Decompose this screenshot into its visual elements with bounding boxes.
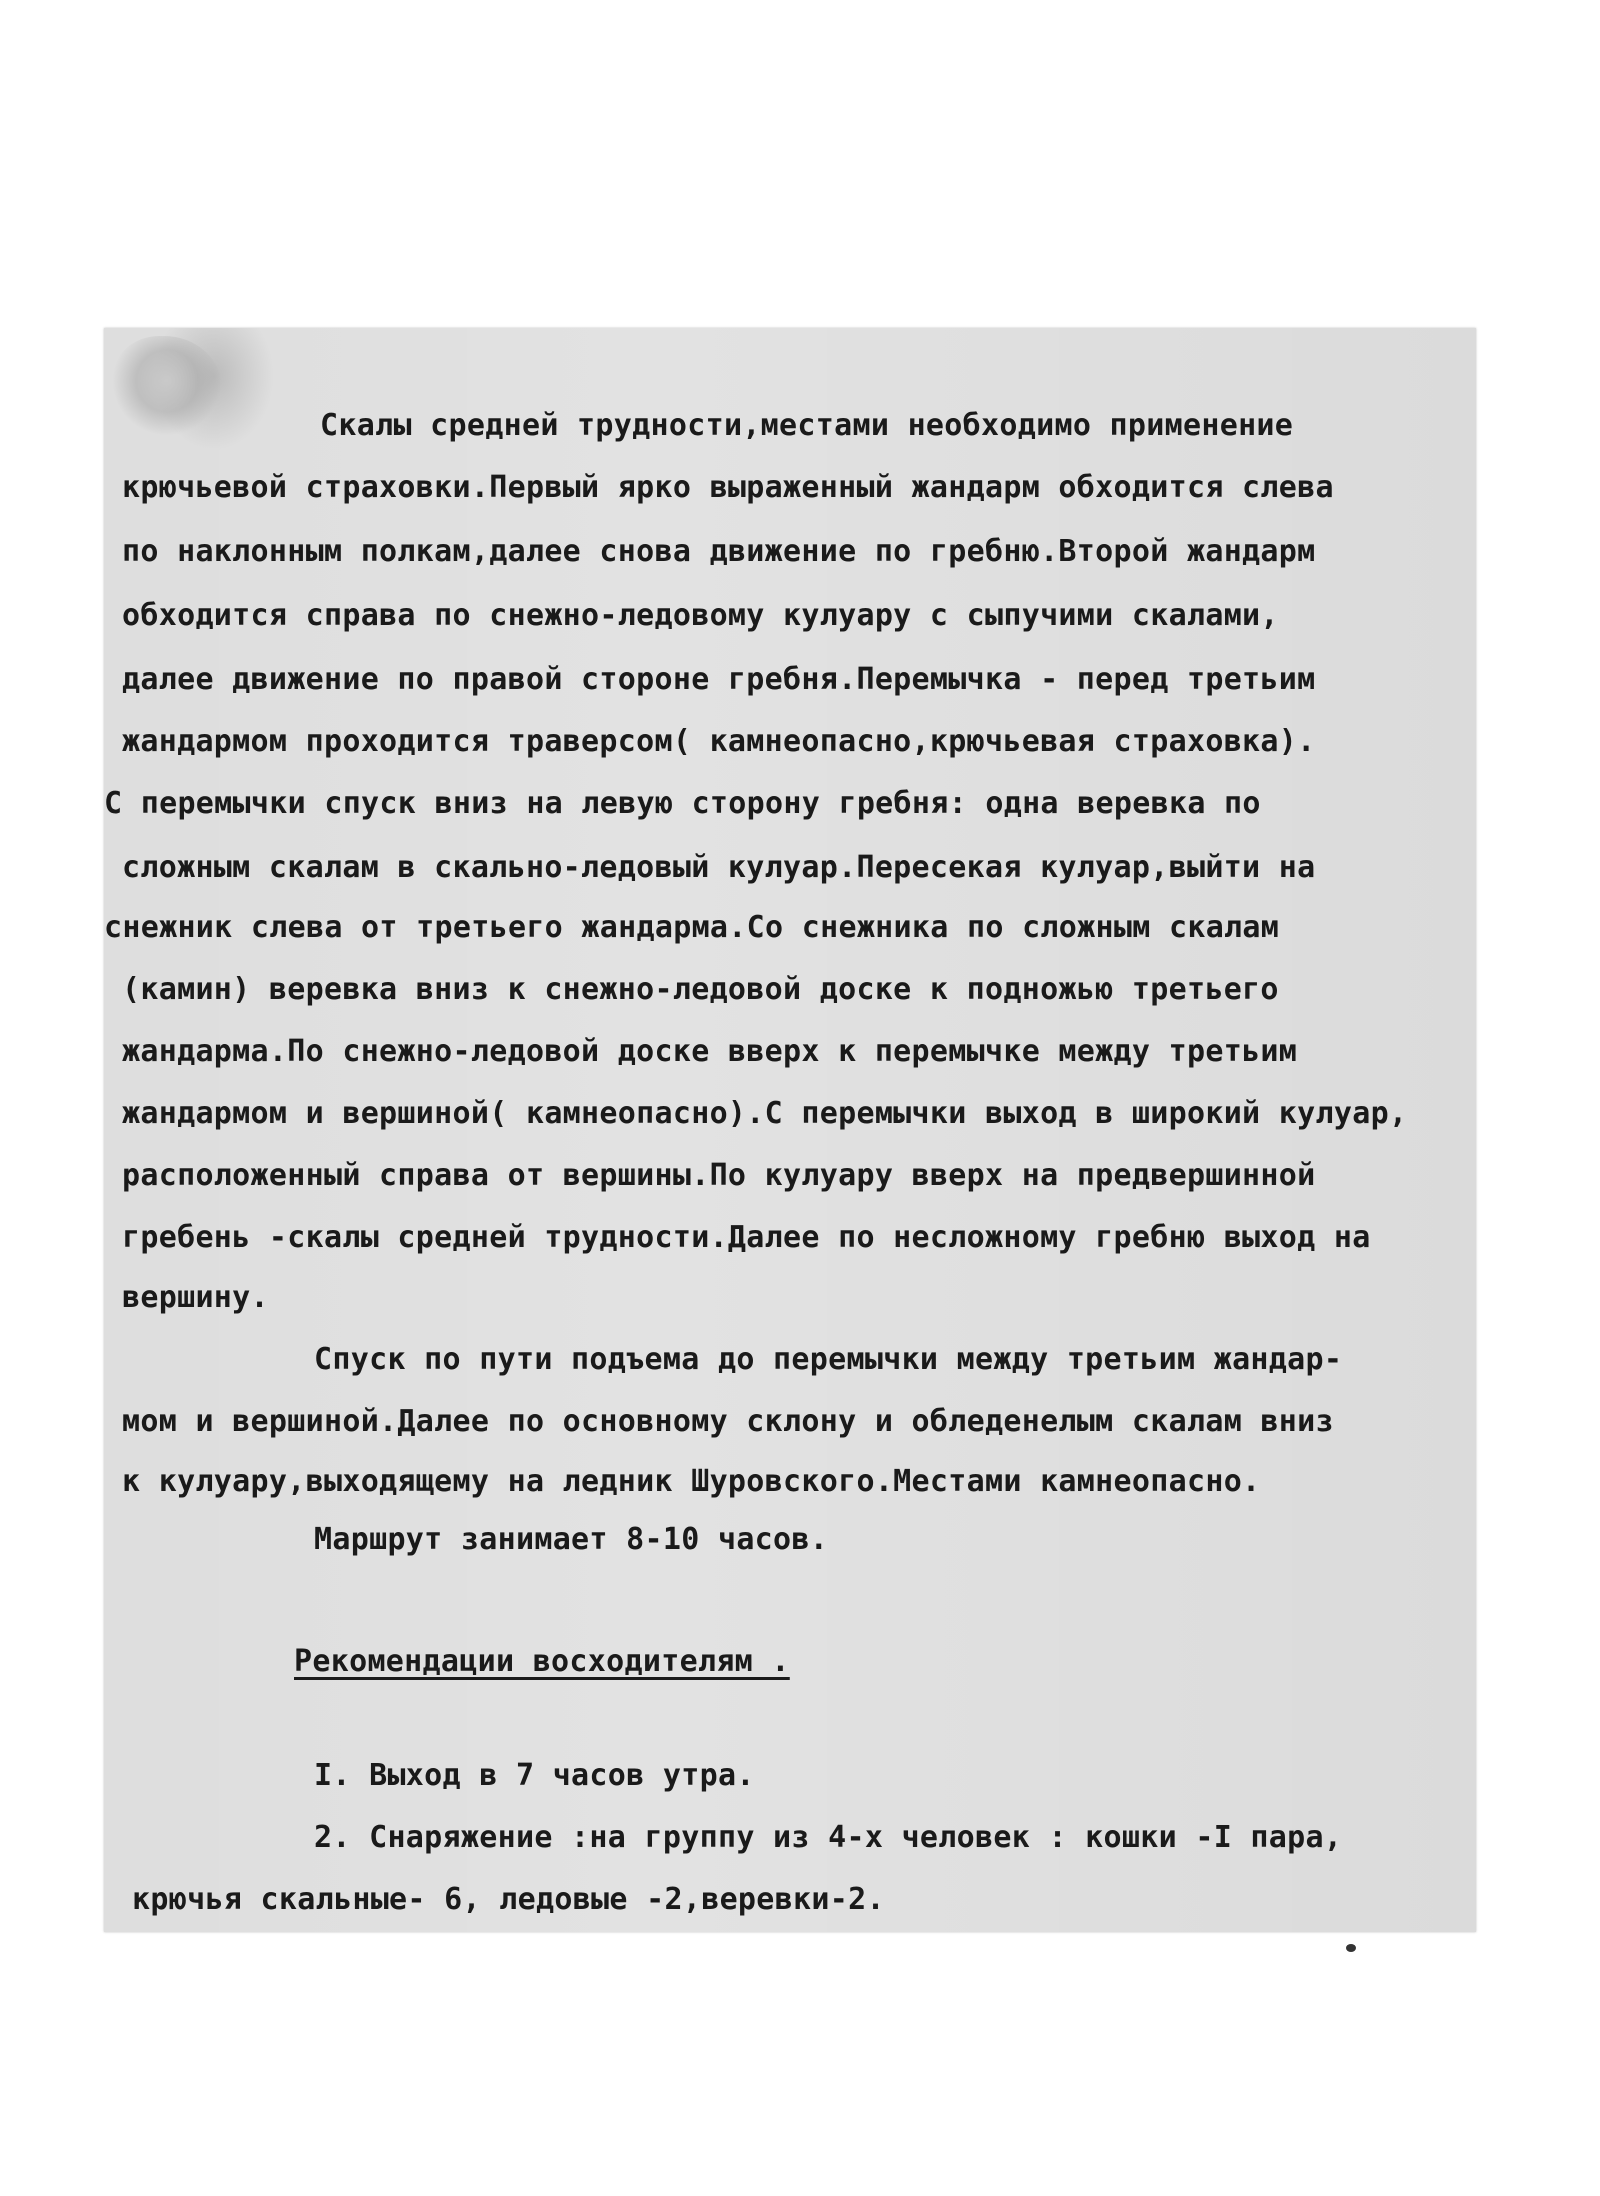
text-line: гребень -скалы средней трудности.Далее по несложному гребню выход на (122, 1220, 1371, 1255)
text-line: жандармом и вершиной( камнеопасно).С перемычки выход в широкий кулуар, (122, 1096, 1408, 1131)
document-page (104, 328, 1476, 1932)
text-line: вершину. (122, 1280, 269, 1315)
text-line: далее движение по правой стороне гребня.Перемычка - перед третьим (122, 662, 1316, 697)
recommendation-item: 2. Снаряжение :на группу из 4-х человек : кошки -I пара, (314, 1820, 1343, 1855)
recommendation-item: крючья скальные- 6, ледовые -2,веревки-2. (132, 1882, 885, 1917)
text-line: жандарма.По снежно-ледовой доске вверх к перемычке между третьим (122, 1034, 1298, 1069)
recommendation-item: I. Выход в 7 часов утра. (314, 1758, 755, 1793)
text-line: сложным скалам в скально-ледовый кулуар.Пересекая кулуар,выйти на (122, 850, 1316, 885)
text-line: Скалы средней трудности,местами необходимо применение (320, 408, 1294, 443)
text-line: обходится справа по снежно-ледовому кулуару с сыпучими скалами, (122, 598, 1279, 633)
text-line: жандармом проходится траверсом( камнеопасно,крючьевая страховка). (122, 724, 1316, 759)
text-line: С перемычки спуск вниз на левую сторону гребня: одна веревка по (104, 786, 1261, 821)
text-line: снежник слева от третьего жандарма.Со снежника по сложным скалам (104, 910, 1280, 945)
text-line: мом и вершиной.Далее по основному склону и обледенелым скалам вниз (122, 1404, 1334, 1439)
text-line: расположенный справа от вершины.По кулуару вверх на предвершинной (122, 1158, 1316, 1193)
text-line: по наклонным полкам,далее снова движение по гребню.Второй жандарм (122, 534, 1316, 569)
text-line: Маршрут занимает 8-10 часов. (314, 1522, 829, 1557)
text-line: Спуск по пути подъема до перемычки между третьим жандар- (314, 1342, 1343, 1377)
text-line: к кулуару,выходящему на ледник Шуровского.Местами камнеопасно. (122, 1464, 1261, 1499)
text-line: крючьевой страховки.Первый ярко выраженный жандарм обходится слева (122, 470, 1334, 505)
section-heading: Рекомендации восходителям . (294, 1644, 790, 1679)
paper-smudge (112, 336, 222, 436)
ink-spot (1346, 1944, 1356, 1952)
text-line: (камин) веревка вниз к снежно-ледовой доске к подножью третьего (122, 972, 1279, 1007)
